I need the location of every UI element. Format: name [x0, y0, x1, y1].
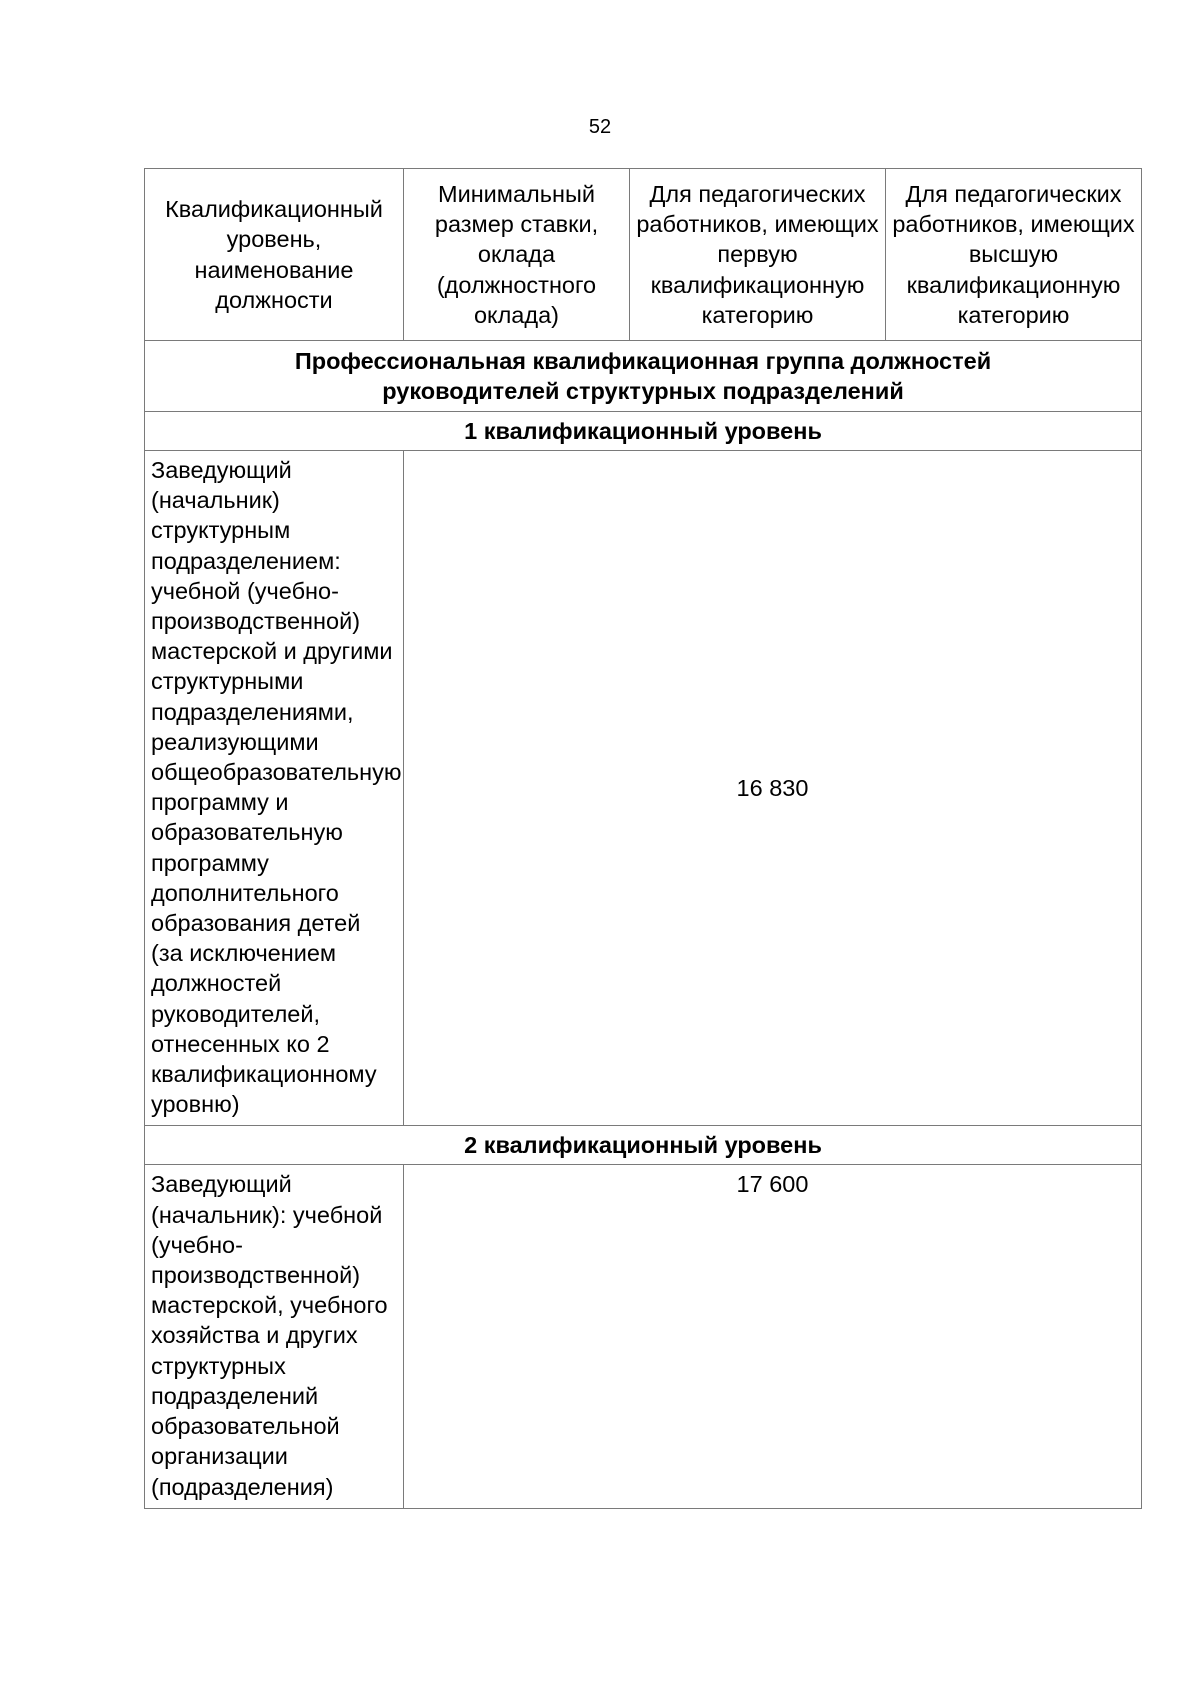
- level-1-salary: 16 830: [404, 451, 1142, 1126]
- header-minimum-salary: Минимальный размер ставки, оклада (должностного оклада): [404, 169, 630, 341]
- qualification-group-title: [145, 341, 1142, 412]
- level-1-position: Заведующий (начальник) структурным подразделением: учебной (учебно-производственной) мастерской и другими структурными подразделениями, реализующими общеобразовательную программу и образовательную программу дополнительного образования детей (за исключением должностей руководителей, отнесенных ко 2 квалификационному уровню): [145, 451, 404, 1126]
- header-qualification-level: Квалификационный уровень, наименование должности: [145, 169, 404, 341]
- table-header-row: [145, 169, 1142, 341]
- salary-table: [144, 168, 1142, 1509]
- header-first-category: Для педагогических работников, имеющих первую квалификационную категорию: [630, 169, 886, 341]
- page-number: 52: [588, 116, 612, 138]
- group-title-line1: Профессиональная квалификационная группа должностей: [294, 347, 992, 374]
- group-row: [145, 341, 1142, 412]
- table-row: [145, 1165, 1142, 1508]
- level-2-salary: 17 600: [404, 1165, 1142, 1508]
- header-highest-category: Для педагогических работников, имеющих высшую квалификационную категорию: [886, 169, 1142, 341]
- table-row: [145, 451, 1142, 1126]
- level-2-position: Заведующий (начальник): учебной (учебно-производственной) мастерской, учебного хозяйства и других структурных подразделений образовательной организации (подразделения): [145, 1165, 404, 1508]
- level-row: [145, 412, 1142, 451]
- group-title-line2: руководителей структурных подразделений: [382, 378, 904, 404]
- level-2-title: 2 квалификационный уровень: [145, 1126, 1142, 1165]
- level-1-title: 1 квалификационный уровень: [145, 412, 1142, 451]
- level-row: [145, 1126, 1142, 1165]
